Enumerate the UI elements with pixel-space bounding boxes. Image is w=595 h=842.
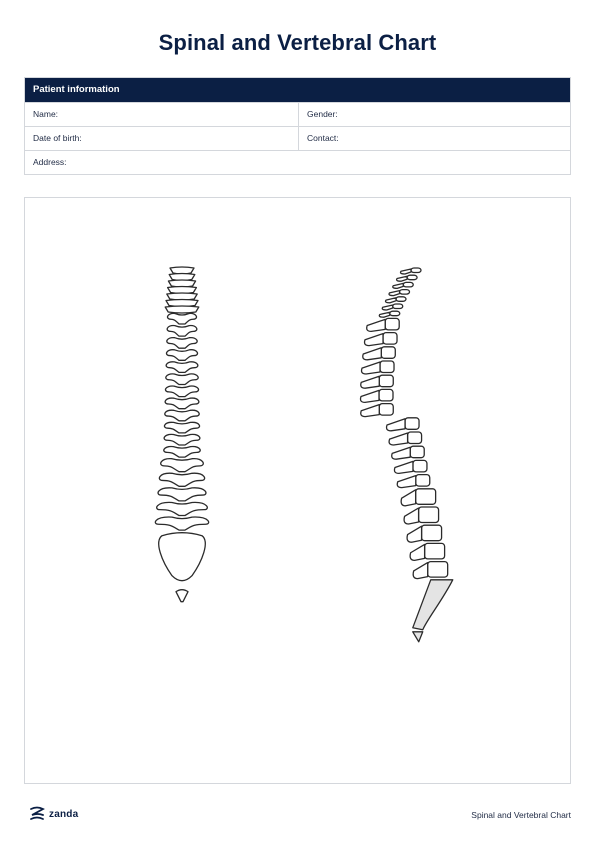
spinous-process-lateral (361, 390, 380, 402)
spine-diagram-area (24, 197, 571, 784)
zanda-logo-icon (28, 805, 46, 823)
cervical-vertebra-lateral (396, 297, 406, 302)
thoracic-vertebra-posterior (165, 398, 199, 409)
sacrum-lateral (413, 580, 453, 630)
spinous-process-lateral (394, 461, 413, 473)
spinous-process-lateral (361, 405, 380, 417)
spinous-process-lateral (379, 312, 390, 317)
thoracic-vertebra-lateral (380, 361, 394, 373)
lumbar-vertebra-lateral (425, 543, 445, 559)
footer-title: Spinal and Vertebral Chart (471, 810, 571, 820)
cervical-vertebra-lateral (400, 290, 410, 295)
thoracic-vertebra-posterior (164, 434, 200, 445)
cervical-vertebra-posterior (165, 306, 199, 313)
date-of-birth-field[interactable]: Date of birth: (25, 127, 299, 150)
lumbar-vertebra-posterior (161, 459, 204, 472)
patient-information-table (24, 77, 571, 175)
coccyx-posterior (176, 590, 188, 602)
cervical-vertebra-lateral (403, 282, 413, 287)
thoracic-vertebra-posterior (164, 422, 199, 433)
thoracic-vertebra-lateral (413, 460, 427, 472)
thoracic-vertebra-lateral (405, 418, 419, 430)
spinous-process-lateral (404, 508, 419, 524)
coccyx-lateral (413, 632, 423, 642)
spinous-process-lateral (363, 348, 382, 360)
spinous-process-lateral (386, 298, 397, 303)
spinous-process-lateral (387, 419, 406, 431)
thoracic-vertebra-posterior (167, 338, 197, 349)
cervical-vertebra-lateral (407, 275, 417, 280)
lumbar-vertebra-lateral (422, 525, 442, 541)
lumbar-vertebra-lateral (416, 489, 436, 505)
spinous-process-lateral (361, 376, 380, 388)
thoracic-vertebra-lateral (381, 347, 395, 359)
spine-lateral-icon (361, 268, 453, 642)
thoracic-vertebra-lateral (379, 389, 393, 401)
spinous-process-lateral (407, 526, 422, 542)
thoracic-vertebra-posterior (168, 313, 197, 324)
thoracic-vertebra-lateral (385, 318, 399, 330)
thoracic-vertebra-posterior (166, 362, 198, 373)
sacrum-posterior (159, 533, 206, 581)
spinous-process-lateral (393, 283, 404, 288)
name-field[interactable]: Name: (25, 103, 299, 126)
lumbar-vertebra-lateral (428, 562, 448, 578)
thoracic-vertebra-lateral (379, 375, 393, 387)
lumbar-vertebra-lateral (419, 507, 439, 523)
spinous-process-lateral (410, 544, 425, 560)
cervical-vertebra-lateral (411, 268, 421, 273)
thoracic-vertebra-lateral (383, 333, 397, 345)
thoracic-vertebra-lateral (416, 475, 430, 487)
lumbar-vertebra-posterior (158, 488, 206, 501)
spinous-process-lateral (365, 334, 384, 346)
spinous-process-lateral (392, 447, 411, 459)
thoracic-vertebra-posterior (167, 325, 197, 336)
thoracic-vertebra-posterior (164, 446, 200, 457)
patient-row-name (25, 102, 570, 126)
lumbar-vertebra-posterior (155, 517, 208, 530)
spinous-process-lateral (397, 476, 416, 488)
contact-field[interactable]: Contact: (307, 133, 339, 143)
patient-information-header: Patient information (25, 78, 570, 102)
patient-row-dob (25, 126, 570, 150)
patient-row-address (25, 150, 570, 174)
spinous-process-lateral (413, 563, 428, 579)
page-title: Spinal and Vertebral Chart (158, 30, 437, 55)
thoracic-vertebra-posterior (166, 374, 198, 385)
gender-field[interactable]: Gender: (307, 109, 338, 119)
lumbar-vertebra-posterior (157, 502, 208, 515)
thoracic-vertebra-lateral (408, 432, 422, 444)
spinous-process-lateral (401, 490, 416, 506)
spine-diagram-svg (25, 198, 570, 783)
cervical-vertebra-lateral (390, 311, 400, 316)
spinous-process-lateral (397, 276, 408, 281)
thoracic-vertebra-lateral (379, 404, 393, 416)
spinous-process-lateral (401, 269, 412, 274)
spinous-process-lateral (389, 433, 408, 445)
spine-posterior-icon (155, 267, 208, 602)
spinous-process-lateral (389, 291, 400, 296)
thoracic-vertebra-posterior (165, 410, 199, 421)
spinous-process-lateral (362, 362, 381, 374)
lumbar-vertebra-posterior (159, 473, 204, 486)
thoracic-vertebra-posterior (165, 386, 198, 397)
spinous-process-lateral (382, 305, 393, 310)
spinous-process-lateral (367, 319, 386, 331)
zanda-logo (28, 805, 78, 823)
thoracic-vertebra-posterior (166, 350, 197, 361)
address-field[interactable]: Address: (33, 157, 67, 167)
zanda-logo-text: zanda (49, 808, 79, 820)
thoracic-vertebra-lateral (410, 446, 424, 458)
cervical-vertebra-lateral (393, 304, 403, 309)
